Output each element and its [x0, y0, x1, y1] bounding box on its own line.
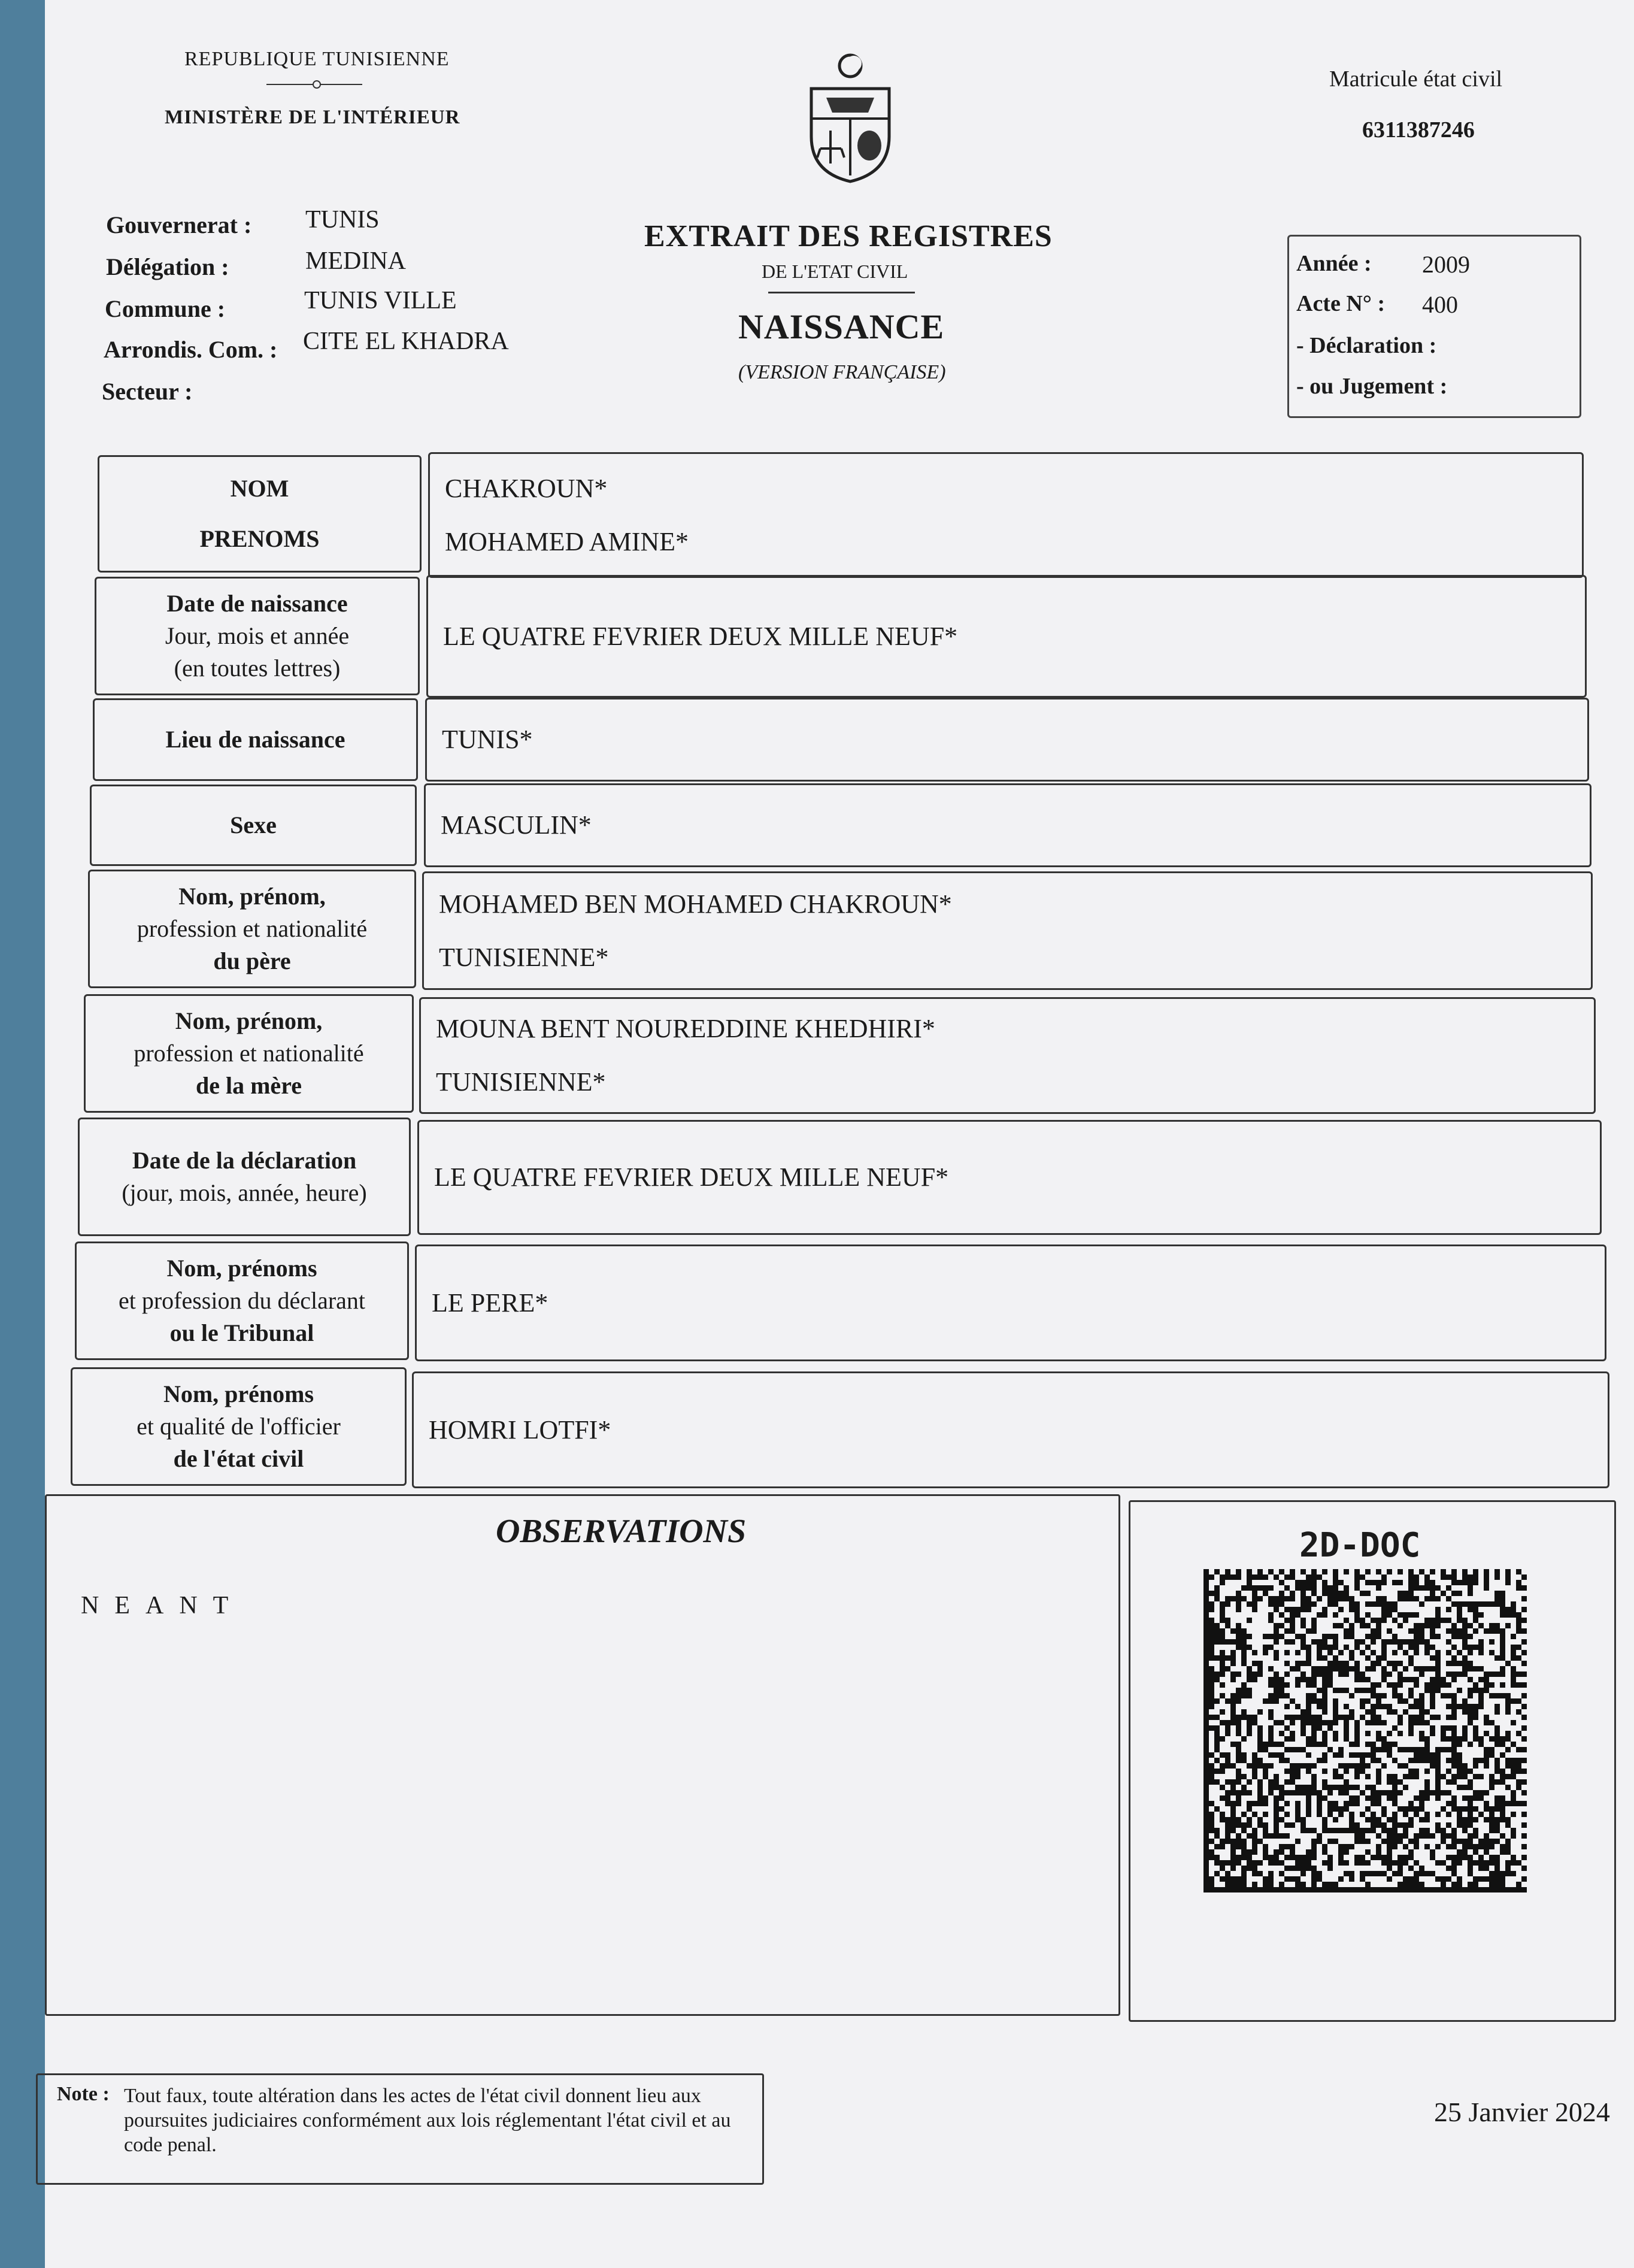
officier-label-line1: Nom, prénoms: [163, 1380, 314, 1407]
note-label: Note :: [57, 2083, 110, 2105]
annee-value: 2009: [1422, 251, 1470, 278]
declaration-date-value: LE QUATRE FEVRIER DEUX MILLE NEUF*: [434, 1162, 949, 1192]
delegation-value: MEDINA: [305, 247, 406, 275]
mere-nationality-value: TUNISIENNE*: [436, 1067, 606, 1097]
gouvernerat-value: TUNIS: [305, 206, 380, 234]
pere-name-value: MOHAMED BEN MOHAMED CHAKROUN*: [439, 889, 952, 919]
declarant-value: LE PERE*: [432, 1288, 548, 1318]
observations-title: OBSERVATIONS: [496, 1513, 747, 1550]
officier-value-box: [412, 1371, 1609, 1488]
datamatrix-code-icon: [1203, 1569, 1527, 1895]
doc2d-title: 2D-DOC: [1299, 1526, 1421, 1565]
document-type: NAISSANCE: [738, 307, 945, 346]
lieu-label: Lieu de naissance: [165, 726, 345, 753]
officier-label-line2: et qualité de l'officier: [137, 1413, 341, 1440]
nom-prenoms-value-box: [428, 452, 1584, 578]
arrondis-label: Arrondis. Com. :: [104, 336, 278, 363]
commune-label: Commune :: [105, 295, 226, 322]
annee-label: Année :: [1296, 251, 1372, 276]
declarant-value-box: [415, 1244, 1606, 1361]
declaration-label: - Déclaration :: [1296, 333, 1437, 358]
matricule-label: Matricule état civil: [1329, 66, 1503, 92]
naissance-label-box: [95, 577, 420, 695]
naissance-label-title: Date de naissance: [166, 590, 348, 617]
sexe-label-box: [90, 785, 417, 866]
note-text: Tout faux, toute altération dans les actes de l'état civil donnent lieu aux poursuites judiciaires conformément aux lois réglementant l'état civil et au code penal.: [124, 2085, 731, 2156]
declaration-date-label-box: [78, 1118, 411, 1236]
document-version: (VERSION FRANÇAISE): [738, 361, 946, 383]
pere-label-line2: profession et nationalité: [137, 915, 368, 942]
mere-label-line3: de la mère: [196, 1072, 302, 1099]
mere-label-line1: Nom, prénom,: [175, 1007, 323, 1034]
sexe-label: Sexe: [230, 811, 277, 838]
document-subtitle: DE L'ETAT CIVIL: [762, 261, 908, 282]
delegation-label: Délégation :: [106, 253, 229, 280]
issue-date: 25 Janvier 2024: [1434, 2097, 1610, 2127]
naissance-label-line2: Jour, mois et année: [165, 622, 350, 649]
header-divider-ornament: [313, 80, 321, 89]
secteur-label: Secteur :: [102, 378, 193, 405]
pere-nationality-value: TUNISIENNE*: [439, 942, 609, 972]
declarant-label-line1: Nom, prénoms: [166, 1255, 317, 1282]
mere-label-box: [84, 994, 414, 1113]
nom-prenoms-label-box: [98, 455, 422, 573]
lieu-value: TUNIS*: [442, 725, 533, 754]
naissance-value: LE QUATRE FEVRIER DEUX MILLE NEUF*: [443, 621, 958, 651]
naissance-value-box: [426, 575, 1587, 698]
commune-value: TUNIS VILLE: [304, 287, 457, 314]
pere-label-box: [88, 870, 416, 988]
acte-value: 400: [1422, 291, 1458, 318]
pere-label-line1: Nom, prénom,: [178, 883, 326, 910]
naissance-label-line3: (en toutes lettres): [174, 655, 341, 682]
mere-label-line2: profession et nationalité: [134, 1040, 364, 1067]
mere-name-value: MOUNA BENT NOUREDDINE KHEDHIRI*: [436, 1014, 935, 1043]
prenoms-label: PRENOMS: [199, 525, 320, 552]
document-title: EXTRAIT DES REGISTRES: [644, 219, 1053, 253]
arrondis-value: CITE EL KHADRA: [303, 328, 509, 355]
acte-label: Acte N° :: [1296, 291, 1386, 316]
title-divider: [768, 292, 915, 293]
officier-label-box: [71, 1367, 407, 1486]
prenoms-value: MOHAMED AMINE*: [445, 526, 689, 556]
sexe-value-box: [424, 783, 1591, 867]
observations-text: NEANT: [81, 1592, 244, 1619]
declaration-date-value-box: [417, 1120, 1602, 1235]
declarant-label-line2: et profession du déclarant: [118, 1287, 366, 1314]
coat-of-arms-icon: [802, 53, 898, 187]
matricule-value: 6311387246: [1362, 117, 1475, 143]
jugement-label: - ou Jugement :: [1296, 374, 1448, 399]
pere-label-line3: du père: [213, 947, 291, 974]
mere-value-box: [419, 997, 1596, 1114]
declaration-date-label-line2: (jour, mois, année, heure): [122, 1179, 367, 1206]
officier-label-line3: de l'état civil: [173, 1445, 304, 1472]
observations-box: [45, 1494, 1120, 2016]
declarant-label-box: [75, 1242, 409, 1360]
lieu-label-box: [93, 698, 418, 781]
officier-value: HOMRI LOTFI*: [429, 1415, 611, 1445]
nom-value: CHAKROUN*: [445, 473, 608, 503]
lieu-value-box: [425, 698, 1589, 782]
pere-value-box: [422, 871, 1593, 990]
gouvernerat-label: Gouvernerat :: [106, 211, 252, 238]
republic-heading: REPUBLIQUE TUNISIENNE: [184, 48, 450, 70]
nom-label: NOM: [230, 475, 289, 502]
declarant-label-line3: ou le Tribunal: [169, 1319, 314, 1346]
ministry-heading: MINISTÈRE DE L'INTÉRIEUR: [165, 107, 460, 128]
declaration-date-label-line1: Date de la déclaration: [132, 1147, 357, 1174]
sexe-value: MASCULIN*: [441, 810, 592, 840]
